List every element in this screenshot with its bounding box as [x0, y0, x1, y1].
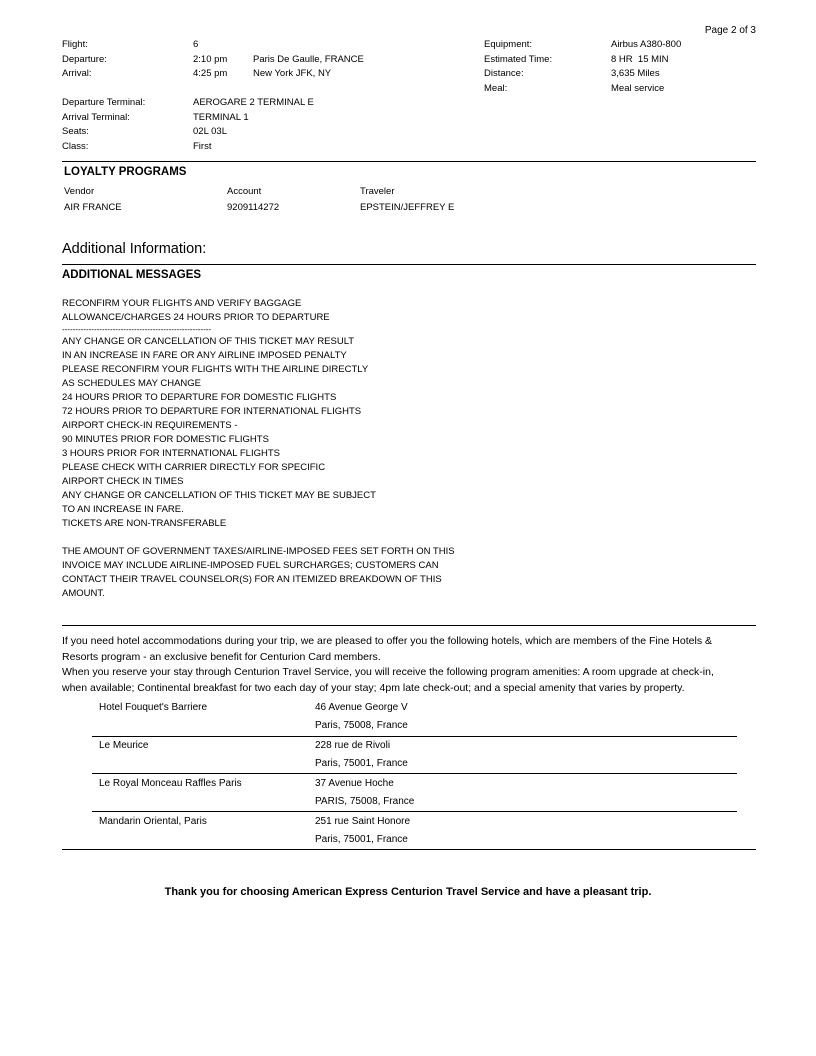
divider	[62, 264, 756, 265]
equipment-value: Airbus A380-800	[611, 39, 682, 50]
divider	[62, 161, 756, 162]
hotel-intro-line: when available; Continental breakfast for two each day of your stay; 4pm late check-out; and a special amenity that varies by property.	[62, 681, 685, 694]
hotel-divider	[92, 773, 737, 774]
loyalty-traveler: EPSTEIN/JEFFREY E	[360, 202, 455, 213]
message-line: PLEASE RECONFIRM YOUR FLIGHTS WITH THE AIRLINE DIRECTLY	[62, 364, 369, 375]
message-line: AIRPORT CHECK IN TIMES	[62, 476, 184, 487]
message-line: TICKETS ARE NON-TRANSFERABLE	[62, 518, 227, 529]
footer-message: Thank you for choosing American Express Centurion Travel Service and have a pleasant trip.	[164, 886, 652, 898]
message-line: AIRPORT CHECK-IN REQUIREMENTS -	[62, 420, 238, 431]
hotel-name: Mandarin Oriental, Paris	[99, 816, 207, 827]
arrival-airport: New York JFK, NY	[253, 68, 332, 79]
equipment-label: Equipment:	[484, 39, 533, 50]
class-value: First	[193, 141, 212, 152]
hotel-intro	[62, 634, 756, 696]
message-line: 90 MINUTES PRIOR FOR DOMESTIC FLIGHTS	[62, 434, 269, 445]
departure-terminal-label: Departure Terminal:	[62, 97, 146, 108]
message-line: AMOUNT.	[62, 588, 105, 599]
hotel-name: Le Royal Monceau Raffles Paris	[99, 778, 242, 789]
flight-value: 6	[193, 39, 199, 50]
hotel-address-line2: Paris, 75001, France	[315, 834, 408, 845]
message-line: AS SCHEDULES MAY CHANGE	[62, 378, 202, 389]
hotel-divider	[92, 736, 737, 737]
hotel-address-line2: Paris, 75008, France	[315, 720, 408, 731]
message-line: INVOICE MAY INCLUDE AIRLINE-IMPOSED FUEL SURCHARGES; CUSTOMERS CAN	[62, 560, 439, 571]
hotel-name: Le Meurice	[99, 740, 149, 751]
message-line: 72 HOURS PRIOR TO DEPARTURE FOR INTERNATIONAL FLIGHTS	[62, 406, 362, 417]
message-line: THE AMOUNT OF GOVERNMENT TAXES/AIRLINE-IMPOSED FEES SET FORTH ON THIS	[62, 546, 455, 557]
loyalty-account: 9209114272	[227, 202, 280, 213]
loyalty-vendor: AIR FRANCE	[64, 202, 122, 213]
additional-messages-title: ADDITIONAL MESSAGES	[62, 269, 202, 281]
message-line: IN AN INCREASE IN FARE OR ANY AIRLINE IMPOSED PENALTY	[62, 350, 347, 361]
seats-value: 02L 03L	[193, 126, 227, 137]
flight-label: Flight:	[62, 39, 88, 50]
divider	[62, 849, 756, 850]
message-line: 24 HOURS PRIOR TO DEPARTURE FOR DOMESTIC FLIGHTS	[62, 392, 337, 403]
message-line: PLEASE CHECK WITH CARRIER DIRECTLY FOR SPECIFIC	[62, 462, 326, 473]
departure-label: Departure:	[62, 54, 107, 65]
message-line: ANY CHANGE OR CANCELLATION OF THIS TICKET MAY BE SUBJECT	[62, 490, 376, 501]
meal-label: Meal:	[484, 83, 508, 94]
message-line: CONTACT THEIR TRAVEL COUNSELOR(S) FOR AN ITEMIZED BREAKDOWN OF THIS	[62, 574, 442, 585]
estimated-time-value: 8 HR 15 MIN	[611, 54, 669, 65]
message-line: ANY CHANGE OR CANCELLATION OF THIS TICKET MAY RESULT	[62, 336, 355, 347]
divider	[62, 625, 756, 626]
loyalty-header-vendor: Vendor	[64, 186, 95, 197]
estimated-time-label: Estimated Time:	[484, 54, 553, 65]
arrival-terminal-value: TERMINAL 1	[193, 112, 249, 123]
arrival-label: Arrival:	[62, 68, 92, 79]
additional-info-title: Additional Information:	[62, 241, 207, 257]
hotel-address-line1: 37 Avenue Hoche	[315, 778, 394, 789]
departure-terminal-value: AEROGARE 2 TERMINAL E	[193, 97, 314, 108]
distance-label: Distance:	[484, 68, 524, 79]
message-line: 3 HOURS PRIOR FOR INTERNATIONAL FLIGHTS	[62, 448, 280, 459]
arrival-time: 4:25 pm	[193, 68, 228, 79]
hotel-address-line2: Paris, 75001, France	[315, 758, 408, 769]
seats-label: Seats:	[62, 126, 89, 137]
hotel-address-line1: 46 Avenue George V	[315, 702, 408, 713]
loyalty-header-account: Account	[227, 186, 262, 197]
arrival-terminal-label: Arrival Terminal:	[62, 112, 130, 123]
hotel-name: Hotel Fouquet's Barriere	[99, 702, 208, 713]
hotel-intro-line: When you reserve your stay through Centurion Travel Service, you will receive the following program amenities: A room upgrade at check-in,	[62, 666, 714, 678]
departure-time: 2:10 pm	[193, 54, 228, 65]
class-label: Class:	[62, 141, 89, 152]
distance-value: 3,635 Miles	[611, 68, 660, 79]
hotel-address-line2: PARIS, 75008, France	[315, 796, 415, 807]
messages-block-2	[62, 545, 455, 601]
loyalty-programs-title: LOYALTY PROGRAMS	[64, 166, 187, 178]
message-line: ALLOWANCE/CHARGES 24 HOURS PRIOR TO DEPARTURE	[62, 312, 330, 323]
page-number: Page 2 of 3	[704, 25, 756, 36]
message-line: TO AN INCREASE IN FARE.	[62, 504, 184, 515]
hotel-intro-line: If you need hotel accommodations during your trip, we are pleased to offer you the following hotels, which are members of the Fine Hotels &	[62, 635, 712, 647]
hotel-address-line1: 228 rue de Rivoli	[315, 740, 391, 751]
hotel-intro-line: Resorts program - an exclusive benefit for Centurion Card members.	[62, 650, 381, 663]
message-line: --------------------------------------------------------	[62, 325, 212, 334]
meal-value: Meal service	[611, 83, 665, 94]
departure-airport: Paris De Gaulle, FRANCE	[253, 54, 364, 65]
loyalty-header-traveler: Traveler	[360, 186, 395, 197]
hotel-divider	[92, 811, 737, 812]
message-line: RECONFIRM YOUR FLIGHTS AND VERIFY BAGGAGE	[62, 298, 302, 309]
hotel-address-line1: 251 rue Saint Honore	[315, 816, 411, 827]
messages-block-1	[62, 297, 376, 531]
